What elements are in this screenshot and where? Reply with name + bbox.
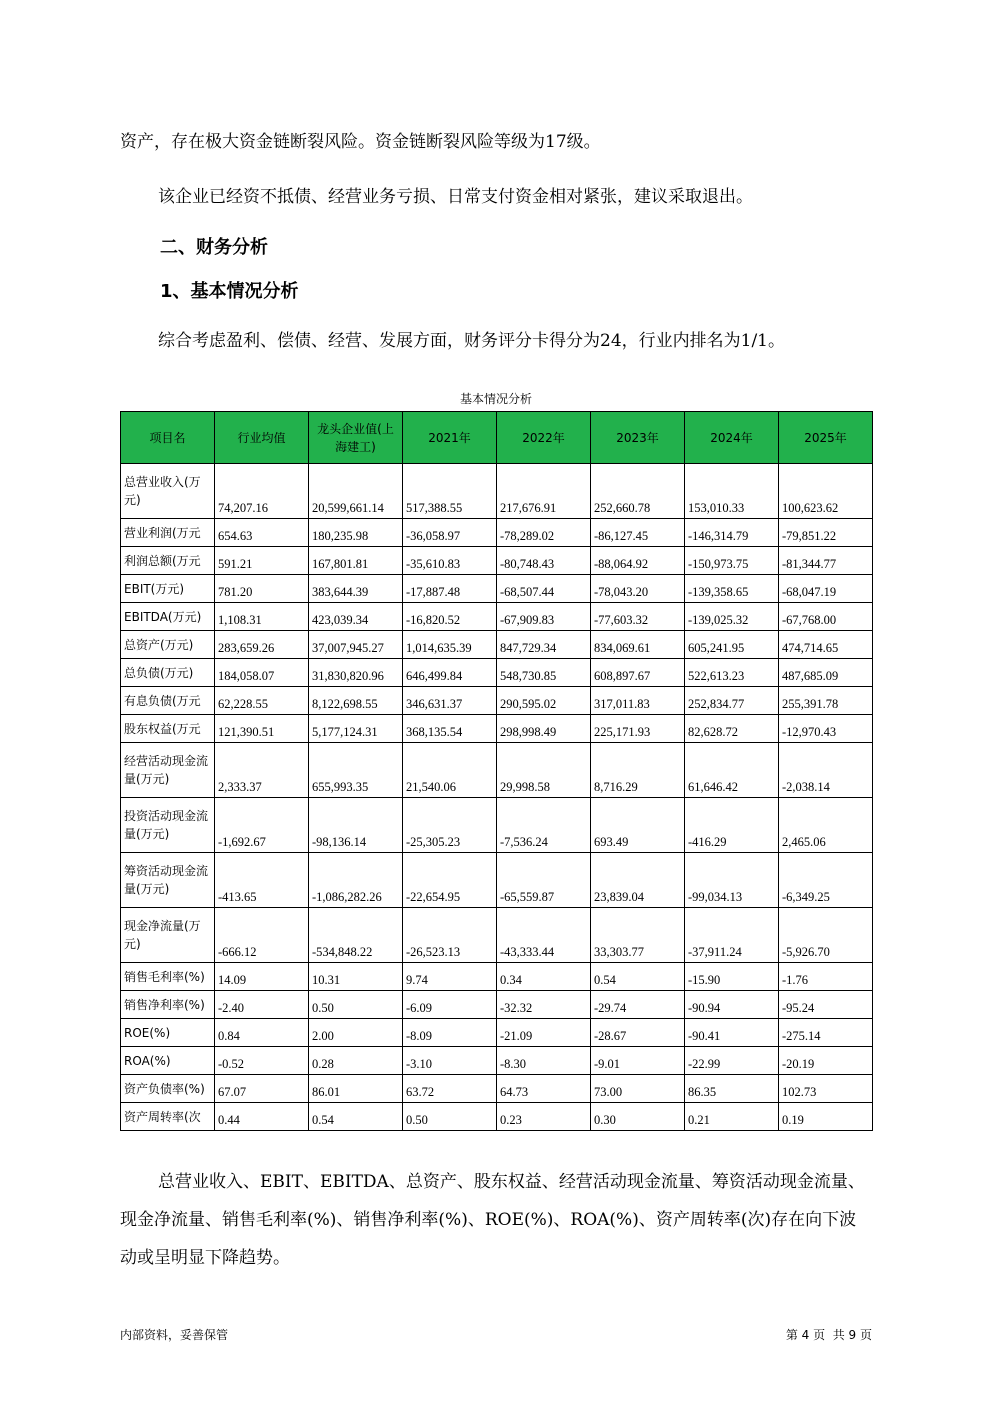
table-cell: 0.34 — [497, 963, 591, 991]
table-cell: 37,007,945.27 — [309, 631, 403, 659]
table-cell: 102.73 — [779, 1075, 873, 1103]
table-cell: 9.74 — [403, 963, 497, 991]
table-cell: -29.74 — [591, 991, 685, 1019]
table-cell: -6.09 — [403, 991, 497, 1019]
table-cell: -22.99 — [685, 1047, 779, 1075]
table-cell: -28.67 — [591, 1019, 685, 1047]
table-cell: 0.44 — [215, 1103, 309, 1131]
table-cell: -77,603.32 — [591, 603, 685, 631]
table-cell: 298,998.49 — [497, 715, 591, 743]
summary-paragraph: 综合考虑盈利、偿债、经营、发展方面，财务评分卡得分为24，行业内排名为1/1。 — [158, 331, 785, 351]
table-cell: 605,241.95 — [685, 631, 779, 659]
table-cell: 5,177,124.31 — [309, 715, 403, 743]
table-cell: 8,716.29 — [591, 743, 685, 798]
table-cell: -68,507.44 — [497, 575, 591, 603]
table-row — [121, 1047, 873, 1075]
table-cell: 847,729.34 — [497, 631, 591, 659]
row-label: 筹资活动现金流量(万元) — [121, 853, 215, 908]
table-cell: -81,344.77 — [779, 547, 873, 575]
table-cell: -2.40 — [215, 991, 309, 1019]
row-label: 利润总额(万元 — [121, 547, 215, 575]
table-row — [121, 1019, 873, 1047]
header-cell: 2024年 — [685, 412, 779, 464]
table-cell: -16,820.52 — [403, 603, 497, 631]
table-cell: 0.19 — [779, 1103, 873, 1131]
table-cell: -90.94 — [685, 991, 779, 1019]
table-cell: 252,834.77 — [685, 687, 779, 715]
table-cell: 0.21 — [685, 1103, 779, 1131]
row-label: 投资活动现金流量(万元) — [121, 798, 215, 853]
row-label: 总负债(万元) — [121, 659, 215, 687]
table-cell: -79,851.22 — [779, 519, 873, 547]
table-cell: -95.24 — [779, 991, 873, 1019]
table-row — [121, 908, 873, 963]
table-cell: 121,390.51 — [215, 715, 309, 743]
table-cell: 86.35 — [685, 1075, 779, 1103]
row-label: ROE(%) — [121, 1019, 215, 1047]
table-cell: 0.23 — [497, 1103, 591, 1131]
table-cell: 346,631.37 — [403, 687, 497, 715]
table-cell: -8.09 — [403, 1019, 497, 1047]
table-cell: 21,540.06 — [403, 743, 497, 798]
table-cell: 63.72 — [403, 1075, 497, 1103]
table-cell: 33,303.77 — [591, 908, 685, 963]
table-cell: -1.76 — [779, 963, 873, 991]
table-cell: -78,289.02 — [497, 519, 591, 547]
table-body — [121, 464, 873, 1131]
table-cell: -98,136.14 — [309, 798, 403, 853]
table-cell: -37,911.24 — [685, 908, 779, 963]
table-cell: -80,748.43 — [497, 547, 591, 575]
table-cell: 2,465.06 — [779, 798, 873, 853]
table-cell: 522,613.23 — [685, 659, 779, 687]
table-cell: -2,038.14 — [779, 743, 873, 798]
table-cell: 0.28 — [309, 1047, 403, 1075]
table-cell: 10.31 — [309, 963, 403, 991]
table-cell: 0.50 — [403, 1103, 497, 1131]
table-row — [121, 1075, 873, 1103]
table-cell: 74,207.16 — [215, 464, 309, 519]
table-cell: 31,830,820.96 — [309, 659, 403, 687]
table-row — [121, 687, 873, 715]
table-cell: 82,628.72 — [685, 715, 779, 743]
table-cell: -12,970.43 — [779, 715, 873, 743]
header-cell: 2025年 — [779, 412, 873, 464]
table-cell: -21.09 — [497, 1019, 591, 1047]
table-row — [121, 547, 873, 575]
table-cell: 654.63 — [215, 519, 309, 547]
table-cell: -67,768.00 — [779, 603, 873, 631]
intro-line: 资产，存在极大资金链断裂风险。资金链断裂风险等级为17级。 — [120, 132, 601, 152]
table-cell: -6,349.25 — [779, 853, 873, 908]
table-caption: 基本情况分析 — [459, 392, 532, 406]
table-cell: -5,926.70 — [779, 908, 873, 963]
header-cell: 2022年 — [497, 412, 591, 464]
table-cell: -22,654.95 — [403, 853, 497, 908]
table-cell: 283,659.26 — [215, 631, 309, 659]
table-cell: -15.90 — [685, 963, 779, 991]
table-cell: 217,676.91 — [497, 464, 591, 519]
table-row — [121, 1103, 873, 1131]
table-cell: -666.12 — [215, 908, 309, 963]
table-cell: -1,692.67 — [215, 798, 309, 853]
table-cell: -65,559.87 — [497, 853, 591, 908]
table-cell: -35,610.83 — [403, 547, 497, 575]
table-cell: 1,108.31 — [215, 603, 309, 631]
table-row — [121, 631, 873, 659]
header-cell: 项目名 — [121, 412, 215, 464]
row-label: 有息负债(万元 — [121, 687, 215, 715]
table-cell: -8.30 — [497, 1047, 591, 1075]
table-cell: 2,333.37 — [215, 743, 309, 798]
table-cell: 0.84 — [215, 1019, 309, 1047]
table-cell: 64.73 — [497, 1075, 591, 1103]
table-cell: 487,685.09 — [779, 659, 873, 687]
table-row — [121, 603, 873, 631]
table-cell: -275.14 — [779, 1019, 873, 1047]
table-cell: -7,536.24 — [497, 798, 591, 853]
table-cell: 8,122,698.55 — [309, 687, 403, 715]
table-cell: 646,499.84 — [403, 659, 497, 687]
row-label: EBIT(万元) — [121, 575, 215, 603]
table-cell: -416.29 — [685, 798, 779, 853]
table-cell: -3.10 — [403, 1047, 497, 1075]
table-cell: 180,235.98 — [309, 519, 403, 547]
header-cell: 龙头企业值(上海建工) — [309, 412, 403, 464]
table-cell: -150,973.75 — [685, 547, 779, 575]
row-label: 资产负债率(%) — [121, 1075, 215, 1103]
table-cell: -20.19 — [779, 1047, 873, 1075]
table-cell: 317,011.83 — [591, 687, 685, 715]
table-cell: 255,391.78 — [779, 687, 873, 715]
table-row — [121, 464, 873, 519]
table-cell: 0.50 — [309, 991, 403, 1019]
table-cell: -68,047.19 — [779, 575, 873, 603]
table-cell: 1,014,635.39 — [403, 631, 497, 659]
header-cell: 2023年 — [591, 412, 685, 464]
table-cell: 29,998.58 — [497, 743, 591, 798]
table-cell: 834,069.61 — [591, 631, 685, 659]
table-row — [121, 743, 873, 798]
table-cell: -17,887.48 — [403, 575, 497, 603]
table-cell: 548,730.85 — [497, 659, 591, 687]
table-cell: 100,623.62 — [779, 464, 873, 519]
table-row — [121, 575, 873, 603]
table-cell: -88,064.92 — [591, 547, 685, 575]
table-cell: 67.07 — [215, 1075, 309, 1103]
table-cell: 423,039.34 — [309, 603, 403, 631]
table-cell: -146,314.79 — [685, 519, 779, 547]
table-cell: 781.20 — [215, 575, 309, 603]
table-cell: 655,993.35 — [309, 743, 403, 798]
table-cell: 0.54 — [591, 963, 685, 991]
table-cell: 608,897.67 — [591, 659, 685, 687]
table-cell: 383,644.39 — [309, 575, 403, 603]
table-cell: 591.21 — [215, 547, 309, 575]
table-cell: -139,025.32 — [685, 603, 779, 631]
table-cell: 368,135.54 — [403, 715, 497, 743]
table-cell: -32.32 — [497, 991, 591, 1019]
table-cell: 23,839.04 — [591, 853, 685, 908]
table-cell: -99,034.13 — [685, 853, 779, 908]
table-cell: 184,058.07 — [215, 659, 309, 687]
table-cell: -0.52 — [215, 1047, 309, 1075]
table-cell: -9.01 — [591, 1047, 685, 1075]
table-row — [121, 991, 873, 1019]
table-cell: -1,086,282.26 — [309, 853, 403, 908]
conclusion-paragraph: 总营业收入、EBIT、EBITDA、总资产、股东权益、经营活动现金流量、筹资活动现金流量、现金净流量、销售毛利率(%)、销售净利率(%)、ROE(%)、ROA(%)、资产周转率(次)存在向下波动或呈明显下降趋势。 — [120, 1172, 865, 1268]
table-cell: -534,848.22 — [309, 908, 403, 963]
table-cell: 0.54 — [309, 1103, 403, 1131]
table-cell: 2.00 — [309, 1019, 403, 1047]
page-number: 第 4 页 共 9 页 — [785, 1328, 872, 1342]
row-label: 股东权益(万元 — [121, 715, 215, 743]
table-row — [121, 853, 873, 908]
table-cell: -26,523.13 — [403, 908, 497, 963]
table-cell: -43,333.44 — [497, 908, 591, 963]
table-cell: 62,228.55 — [215, 687, 309, 715]
table-row — [121, 798, 873, 853]
table-cell: 167,801.81 — [309, 547, 403, 575]
table-cell: 517,388.55 — [403, 464, 497, 519]
advice-paragraph: 该企业已经资不抵债、经营业务亏损、日常支付资金相对紧张，建议采取退出。 — [158, 187, 753, 207]
row-label: 现金净流量(万元) — [121, 908, 215, 963]
subsection-title: 1、基本情况分析 — [160, 281, 299, 302]
table-header-row — [121, 412, 873, 464]
financial-table — [120, 411, 873, 1131]
row-label: EBITDA(万元) — [121, 603, 215, 631]
table-cell: -25,305.23 — [403, 798, 497, 853]
table-cell: 153,010.33 — [685, 464, 779, 519]
table-cell: 0.30 — [591, 1103, 685, 1131]
table-cell: -139,358.65 — [685, 575, 779, 603]
row-label: 资产周转率(次 — [121, 1103, 215, 1131]
table-cell: 290,595.02 — [497, 687, 591, 715]
footer-left: 内部资料，妥善保管 — [120, 1328, 229, 1342]
header-cell: 2021年 — [403, 412, 497, 464]
table-cell: 225,171.93 — [591, 715, 685, 743]
table-cell: 474,714.65 — [779, 631, 873, 659]
row-label: 经营活动现金流量(万元) — [121, 743, 215, 798]
row-label: ROA(%) — [121, 1047, 215, 1075]
table-cell: 252,660.78 — [591, 464, 685, 519]
table-cell: -36,058.97 — [403, 519, 497, 547]
table-cell: -67,909.83 — [497, 603, 591, 631]
table-row — [121, 715, 873, 743]
table-cell: -86,127.45 — [591, 519, 685, 547]
table-row — [121, 963, 873, 991]
row-label: 营业利润(万元 — [121, 519, 215, 547]
table-cell: 61,646.42 — [685, 743, 779, 798]
table-row — [121, 659, 873, 687]
table-cell: 14.09 — [215, 963, 309, 991]
section-title: 二、财务分析 — [160, 237, 268, 258]
row-label: 总资产(万元) — [121, 631, 215, 659]
row-label: 总营业收入(万元) — [121, 464, 215, 519]
table-cell: -90.41 — [685, 1019, 779, 1047]
table-cell: 20,599,661.14 — [309, 464, 403, 519]
table-cell: -78,043.20 — [591, 575, 685, 603]
table-cell: -413.65 — [215, 853, 309, 908]
table-cell: 73.00 — [591, 1075, 685, 1103]
row-label: 销售净利率(%) — [121, 991, 215, 1019]
table-cell: 86.01 — [309, 1075, 403, 1103]
table-row — [121, 519, 873, 547]
header-cell: 行业均值 — [215, 412, 309, 464]
row-label: 销售毛利率(%) — [121, 963, 215, 991]
table-cell: 693.49 — [591, 798, 685, 853]
